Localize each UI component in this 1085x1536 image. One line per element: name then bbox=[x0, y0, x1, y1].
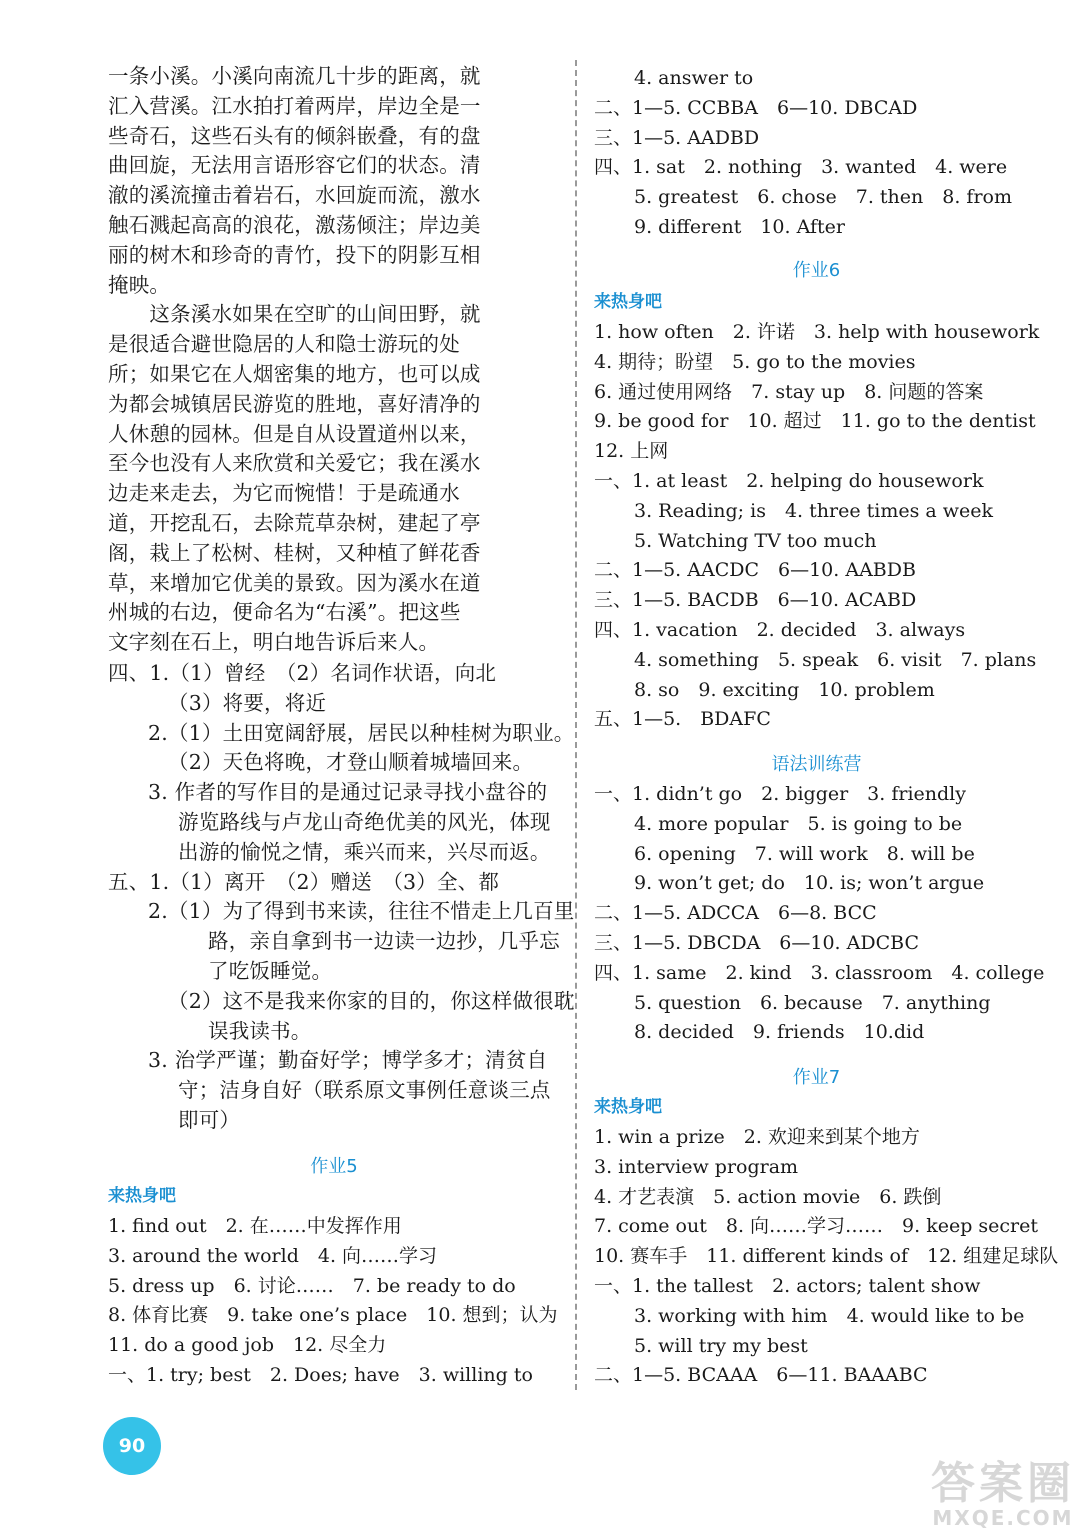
answer-line: 8. so 9. exciting 10. problem bbox=[634, 678, 935, 701]
answer-line: 二、1—5. ADCCA 6—8. BCC bbox=[594, 902, 877, 925]
passage-line: 文字刻在石上，明白地告诉后来人。 bbox=[108, 630, 440, 655]
answer-line: 3. interview program bbox=[594, 1155, 799, 1178]
answer-line: 2.（1）为了得到书来读，往往不惜走上几百里 bbox=[148, 899, 575, 924]
answer-line: 1. find out 2. 在……中发挥作用 bbox=[108, 1215, 402, 1237]
warmup-heading: 来热身吧 bbox=[108, 1186, 176, 1206]
passage-line: 州城的右边，便命名为“右溪”。把这些 bbox=[108, 600, 461, 625]
passage-line: 丽的树木和珍奇的青竹，投下的阴影互相 bbox=[108, 242, 481, 267]
answer-line: 了吃饭睡觉。 bbox=[208, 959, 333, 983]
passage-line: 触石溅起高高的浪花，激荡倾注；岸边美 bbox=[108, 213, 481, 237]
answer-line: 6. 通过使用网络 7. stay up 8. 问题的答案 bbox=[594, 380, 984, 403]
answer-line: 9. won’t get; do 10. is; won’t argue bbox=[634, 872, 985, 895]
answer-line: 9. be good for 10. 超过 11. go to the dentist bbox=[594, 410, 1036, 433]
answer-line: 3. 作者的写作目的是通过记录寻找小盘谷的 bbox=[148, 780, 548, 805]
answer-line: 误我读书。 bbox=[208, 1018, 312, 1043]
answer-line: （2）这不是我来你家的目的，你这样做很耽 bbox=[168, 988, 575, 1013]
passage-line: 汇入营溪。江水拍打着两岸，岸边全是一 bbox=[108, 93, 481, 118]
answer-line: 11. do a good job 12. 尽全力 bbox=[108, 1334, 387, 1357]
answer-line: 三、1—5. BACDB 6—10. ACABD bbox=[594, 589, 917, 612]
answer-line: 5. greatest 6. chose 7. then 8. from bbox=[634, 186, 1012, 209]
answer-line: 8. 体育比赛 9. take one’s place 10. 想到；认为 bbox=[108, 1304, 558, 1327]
answer-line: 4. more popular 5. is going to be bbox=[634, 812, 963, 835]
answer-line: 10. 赛车手 11. different kinds of 12. 组建足球队 bbox=[594, 1245, 1059, 1268]
answer-line: 路，亲自拿到书一边读一边抄，几乎忘 bbox=[208, 929, 560, 954]
passage-line: 为都会城镇居民游览的胜地，喜好清净的 bbox=[108, 391, 481, 416]
answer-line: 一、1. didn’t go 2. bigger 3. friendly bbox=[594, 783, 966, 805]
passage-line: 这条溪水如果在空旷的山间田野，就 bbox=[108, 302, 481, 327]
passage-line: 澈的溪流撞击着岩石，水回旋而流，激水 bbox=[108, 183, 481, 208]
answer-line: 即可） bbox=[178, 1108, 241, 1132]
answer-line: 7. come out 8. 向……学习…… 9. keep secret bbox=[594, 1215, 1038, 1238]
answer-line: 四、1.（1）曾经 （2）名词作状语，向北 bbox=[108, 661, 497, 685]
passage-line: 一条小溪。小溪向南流几十步的距离，就 bbox=[108, 64, 481, 88]
answer-line: 1. how often 2. 许诺 3. help with housework bbox=[594, 321, 1040, 343]
answer-line: 2.（1）土田宽阔舒展，居民以种桂树为职业。 bbox=[148, 720, 575, 745]
answer-line: 1. win a prize 2. 欢迎来到某个地方 bbox=[594, 1126, 920, 1148]
page-number: 90 bbox=[103, 1417, 161, 1475]
passage-line: 是很适合避世隐居的人和隐士游玩的处 bbox=[108, 332, 460, 357]
passage-line: 道，开挖乱石，去除荒草杂树，建起了亭 bbox=[108, 511, 481, 535]
section-title-hw5: 作业5 bbox=[310, 1156, 358, 1177]
answer-line: 一、1. the tallest 2. actors; talent show bbox=[594, 1275, 981, 1297]
answer-line: 3. Reading; is 4. three times a week bbox=[634, 499, 993, 522]
answer-line: 三、1—5. AADBD bbox=[594, 126, 760, 149]
answer-line: 5. will try my best bbox=[634, 1334, 808, 1357]
answer-line: 9. different 10. After bbox=[634, 216, 845, 238]
answer-line: 三、1—5. DBCDA 6—10. ADCBC bbox=[594, 932, 919, 954]
answer-line: 一、1. try; best 2. Does; have 3. willing to bbox=[108, 1364, 533, 1386]
passage-line: 掩映。 bbox=[108, 272, 171, 297]
answer-line: 6. opening 7. will work 8. will be bbox=[634, 842, 975, 865]
answer-line: 四、1. same 2. kind 3. classroom 4. college bbox=[594, 961, 1045, 984]
answer-line: 守；洁身自好（联系原文事例任意谈三点 bbox=[178, 1078, 551, 1103]
answer-line: 二、1—5. CCBBA 6—10. DBCAD bbox=[594, 96, 918, 119]
watermark-url: MXQE.COM bbox=[932, 1506, 1074, 1530]
answer-line: 3. 治学严谨；勤奋好学；博学多才；清贫自 bbox=[148, 1048, 548, 1073]
answer-line: 4. answer to bbox=[634, 67, 754, 89]
passage-line: 曲回旋，无法用言语形容它们的状态。清 bbox=[108, 153, 481, 178]
watermark-logo bbox=[931, 1458, 1075, 1530]
answer-line: 5. dress up 6. 讨论…… 7. be ready to do bbox=[108, 1274, 516, 1297]
answer-line: 四、1. vacation 2. decided 3. always bbox=[594, 619, 966, 641]
answer-line: 二、1—5. AACDC 6—10. AABDB bbox=[594, 559, 916, 582]
answer-line: 4. 期待；盼望 5. go to the movies bbox=[594, 350, 916, 373]
section-title-hw7: 作业7 bbox=[792, 1067, 841, 1088]
answer-line: 4. something 5. speak 6. visit 7. plans bbox=[634, 648, 1037, 671]
answer-line: 8. decided 9. friends 10.did bbox=[634, 1021, 925, 1044]
answer-line: 二、1—5. BCAAA 6—11. BAAABC bbox=[594, 1364, 928, 1387]
answer-line: （2）天色将晚，才登山顺着城墙回来。 bbox=[168, 750, 534, 775]
passage-line: 边走来走去，为它而惋惜！于是疏通水 bbox=[108, 481, 460, 506]
answer-line: 5. Watching TV too much bbox=[634, 529, 877, 552]
answer-line: 4. 才艺表演 5. action movie 6. 跌倒 bbox=[594, 1185, 942, 1208]
column-divider bbox=[575, 60, 577, 1390]
answer-line: （3）将要，将近 bbox=[168, 690, 327, 715]
answer-line: 12. 上网 bbox=[594, 440, 669, 463]
answer-line: 5. question 6. because 7. anything bbox=[634, 991, 991, 1014]
passage-line: 至今也没有人来欣赏和关爱它；我在溪水 bbox=[108, 451, 481, 476]
answer-line: 四、1. sat 2. nothing 3. wanted 4. were bbox=[594, 156, 1008, 179]
section-title-grammar: 语法训练营 bbox=[771, 754, 862, 775]
passage-line: 人休憩的园林。但是自从设置道州以来， bbox=[108, 421, 481, 446]
passage-line: 所；如果它在人烟密集的地方，也可以成 bbox=[108, 362, 481, 386]
passage-line: 草，来增加它优美的景致。因为溪水在道 bbox=[108, 570, 481, 595]
answer-line: 出游的愉悦之情，乘兴而来，兴尽而返。 bbox=[178, 839, 551, 864]
answer-line: 3. around the world 4. 向……学习 bbox=[108, 1244, 438, 1267]
warmup-heading: 来热身吧 bbox=[594, 292, 662, 312]
answer-line: 五、1.（1）离开 （2）赠送 （3）全、都 bbox=[108, 869, 500, 894]
passage-line: 些奇石，这些石头有的倾斜嵌叠，有的盘 bbox=[108, 123, 481, 148]
warmup-heading: 来热身吧 bbox=[594, 1097, 662, 1117]
answer-line: 游览路线与卢龙山奇绝优美的风光，体现 bbox=[178, 810, 551, 834]
passage-line: 阁，栽上了松树、桂树，又种植了鲜花香 bbox=[108, 540, 481, 565]
answer-line: 五、1—5. BDAFC bbox=[594, 708, 771, 731]
watermark-text: 答案圈 bbox=[931, 1458, 1075, 1509]
answer-line: 一、1. at least 2. helping do housework bbox=[594, 470, 984, 492]
answer-line: 3. working with him 4. would like to be bbox=[634, 1304, 1025, 1327]
section-title-hw6: 作业6 bbox=[792, 260, 841, 281]
